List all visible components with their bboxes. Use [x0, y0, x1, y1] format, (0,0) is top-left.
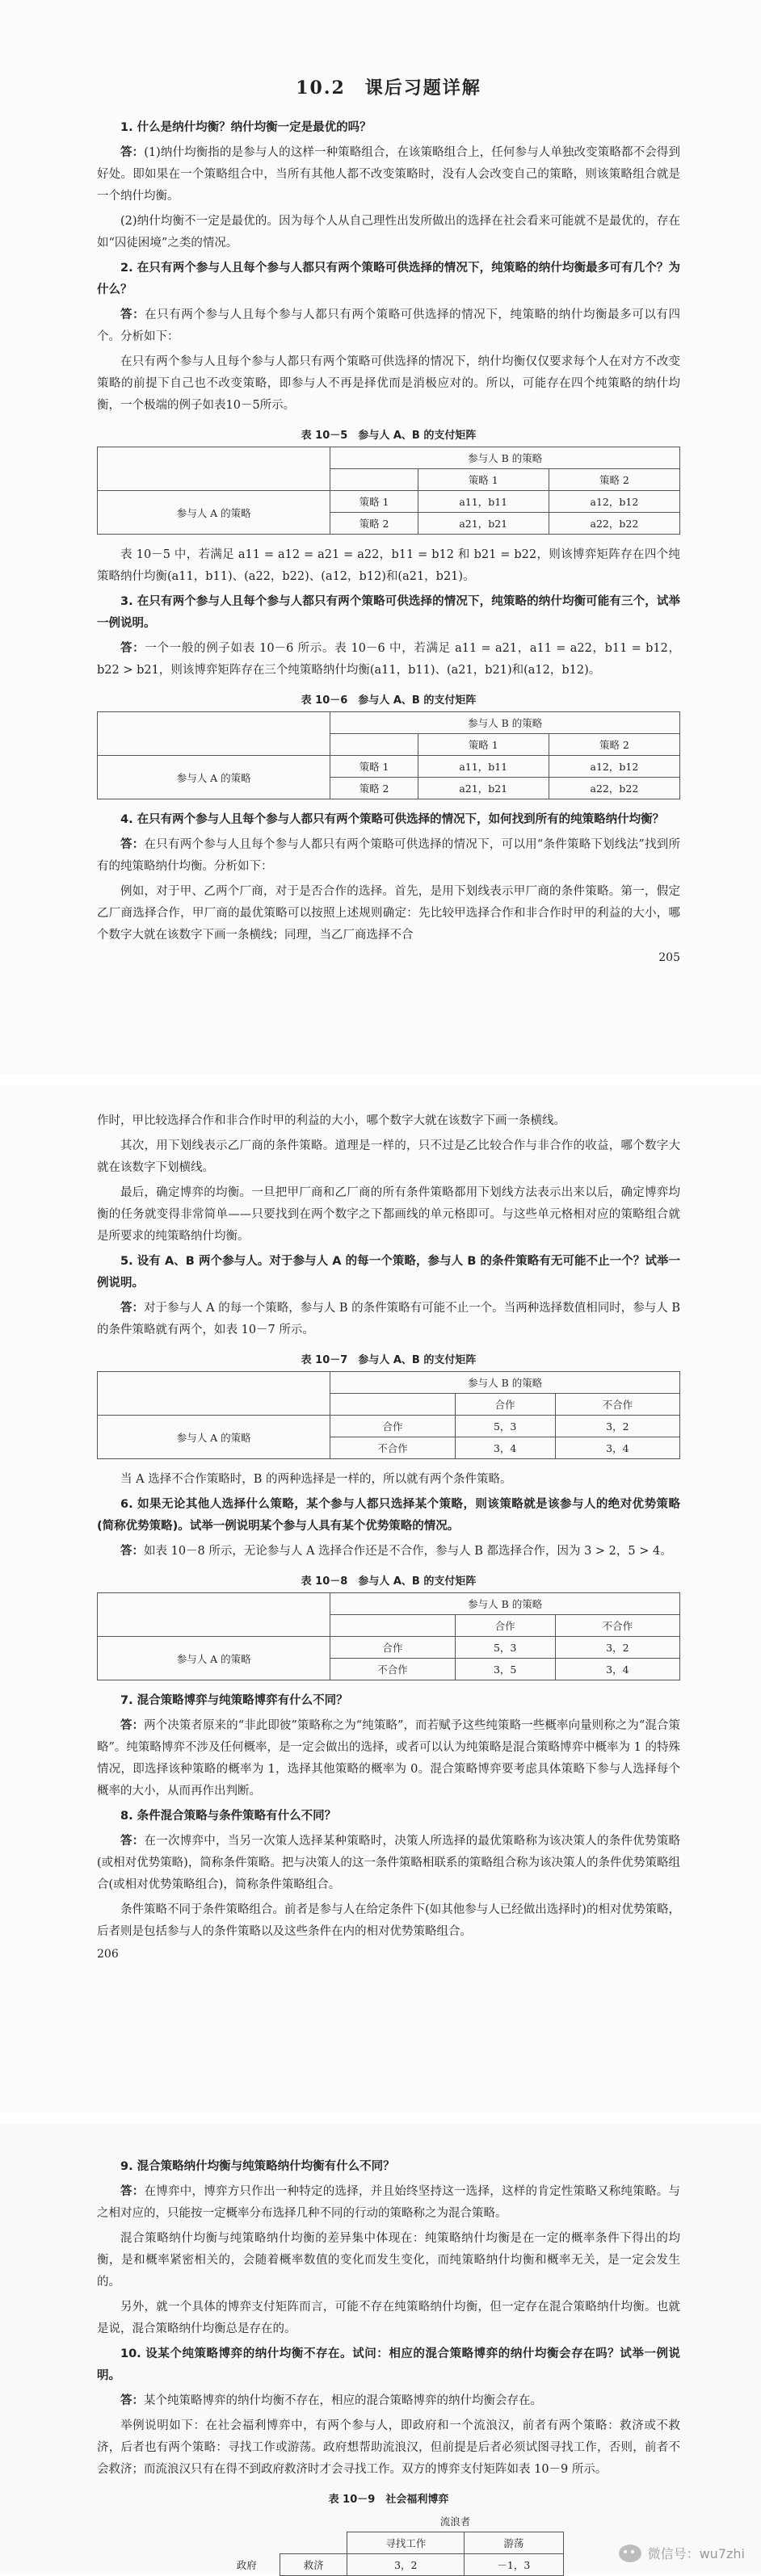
table-10-9-caption: 表 10－9 社会福利博弈: [328, 2494, 449, 2506]
table-header-b: 参与人 B 的策略: [330, 1372, 680, 1394]
payoff-cell: a21，b21: [418, 513, 549, 535]
answer-label: 答：: [120, 1835, 145, 1848]
col-header: 不合作: [555, 1615, 679, 1637]
col-header: 不合作: [555, 1394, 679, 1416]
row-header: 不合作: [330, 1437, 455, 1459]
question-4: 4. 在只有两个参与人且每个参与人都只有两个策略可供选择的情况下，如何找到所有的纯策略纳什均衡？: [120, 813, 665, 826]
answer-text: 一个一般的例子如表 10－6 所示。表 10－6 中，若满足 a11 = a21，a11 = a22，b11 = b12，b22 > b21，则该博弈矩阵存在三个纯策略纳什均衡(a11，b11)、(a21，b21)和(a12，b12)。: [97, 642, 680, 677]
continued-text-1: 作时，甲比较选择合作和非合作时甲的利益的大小，哪个数字大就在该数字下画一条横线。: [97, 1114, 565, 1127]
answer-9-part-3: 另外，就一个具体的博弈支付矩阵而言，可能不存在纯策略纳什均衡，但一定存在混合策略纳什均衡。也就是说，混合策略纳什均衡总是存在的。: [97, 2301, 680, 2335]
answer-text: 两个决策者原来的“非此即彼”策略称之为“纯策略”，而若赋予这些纯策略一些概率向量则称之为“混合策略”。纯策略博弈不涉及任何概率，是一定会做出的选择，或者可以认为纯策略是混合策略博弈中概率为 1 的特殊情况，即选择该种策略的概率为 1，选择其他策略的概率为 0。混合策略博弈要考虑具体策略下参与人选择每个概率的大小，从而再作出判断。: [97, 1719, 680, 1798]
answer-label: 答：: [120, 2394, 144, 2407]
row-header: 不合作: [330, 1659, 455, 1680]
row-label-a: 参与人 A 的策略: [98, 491, 330, 535]
row-label-government: 政府: [236, 2559, 257, 2571]
continued-text-2: 其次，用下划线表示乙厂商的条件策略。道理是一样的，只不过是乙比较合作与非合作的收益，哪个数字大就在该数字下划横线。: [97, 1139, 680, 1174]
payoff-cell: 3，4: [555, 1437, 679, 1459]
answer-text: 在一次博弈中，当另一次策人选择某种策略时，决策人所选择的最优策略称为该决策人的条件优势策略(或相对优势策略)，简称条件策略。把与决策人的这一条件策略相联系的策略组合称为该决策人的条件优势策略组合(或相对优势策略组合)，简称条件策略组合。: [97, 1835, 680, 1891]
payoff-table-10-7: [97, 1371, 680, 1459]
row-header: 合作: [330, 1637, 455, 1659]
question-9: 9. 混合策略纳什均衡与纯策略纳什均衡有什么不同？: [120, 2160, 395, 2173]
answer-9-part-2: 混合策略纳什均衡与纯策略纳什均衡的差异集中体现在：纯策略纳什均衡是在一定的概率条件下得出的均衡，是和概率紧密相关的，会随着概率数值的变化而发生变化，而纯策略纳什均衡和概率无关，是一定会发生的。: [97, 2232, 680, 2289]
table-header-b: 参与人 B 的策略: [330, 712, 680, 734]
row-strategy-spacer: [330, 469, 418, 491]
page-number: 206: [97, 1948, 119, 1961]
answer-text: 如表 10－8 所示，无论参与人 A 选择合作还是不合作，参与人 B 都选择合作，因为 3 > 2，5 > 4。: [144, 1545, 672, 1558]
payoff-cell: a21，b21: [418, 778, 549, 799]
col-header: 寻找工作: [347, 2532, 465, 2554]
question-10: 10. 设某个纯策略博弈的纳什均衡不存在。试问：相应的混合策略博弈的纳什均衡会存在吗？试举一例说明。: [97, 2347, 680, 2382]
col-header: 合作: [455, 1394, 555, 1416]
payoff-table-10-9: [213, 2511, 563, 2576]
payoff-cell: 3，4: [555, 1659, 679, 1680]
payoff-cell: 3，5: [455, 1659, 555, 1680]
row-header: 策略 1: [330, 756, 418, 778]
payoff-cell: a11，b11: [418, 491, 549, 513]
section-title: 10.2 课后习题详解: [296, 78, 481, 99]
col-header: 策略 1: [418, 469, 549, 491]
table-10-6-caption: 表 10－6 参与人 A、B 的支付矩阵: [301, 694, 477, 707]
answer-label: 答：: [120, 1302, 145, 1315]
page-divider: [0, 1074, 761, 1086]
page-206: [0, 1086, 761, 2112]
question-3: 3. 在只有两个参与人且每个参与人都只有两个策略可供选择的情况下，纯策略的纳什均衡可能有三个，试举一例说明。: [97, 595, 680, 630]
row-header: 合作: [330, 1416, 455, 1437]
empty-corner-cell: [98, 447, 330, 491]
answer-text: 在只有两个参与人且每个参与人都只有两个策略可供选择的情况下，纯策略的纳什均衡最多可以有四个。分析如下：: [97, 308, 680, 343]
answer-10-part-1: [97, 2390, 680, 2412]
answer-2-part-1: [97, 304, 680, 348]
row-header: 策略 2: [330, 513, 418, 535]
row-label-a: 参与人 A 的策略: [98, 1416, 330, 1459]
wechat-watermark: [619, 2544, 745, 2562]
answer-text: (1)纳什均衡指的是参与人的这样一种策略组合，在该策略组合上，任何参与人单独改变策略都不会得到好处。即如果在一个策略组合中，当所有其他人都不改变策略时，没有人会改变自己的策略，则该策略组合就是一个纳什均衡。: [97, 146, 681, 203]
payoff-table-10-5: [97, 447, 680, 535]
row-header: 策略 2: [330, 778, 418, 799]
page-divider: [0, 2112, 761, 2124]
answer-text: 在博弈中，博弈方只作出一种特定的选择，并且始终坚持这一选择，这样的肯定性策略又称纯策略。与之相对应的，只能按一定概率分布选择几种不同的行动的策略称之为混合策略。: [97, 2185, 680, 2220]
question-5: 5. 设有 A、B 两个参与人。对于参与人 A 的每一个策略，参与人 B 的条件策略有无可能不止一个？试举一例说明。: [97, 1255, 680, 1290]
page-205: [0, 0, 761, 1074]
empty-corner-cell: [98, 1593, 330, 1637]
payoff-cell: 3，4: [455, 1437, 555, 1459]
answer-label: 答：: [120, 1719, 145, 1732]
table-10-5-caption: 表 10－5 参与人 A、B 的支付矩阵: [301, 430, 477, 442]
answer-label: 答：: [120, 838, 145, 851]
col-header: 游荡: [465, 2532, 563, 2554]
answer-1-part-2: (2)纳什均衡不一定是最优的。因为每个人从自己理性出发所做出的选择在社会看来可能就不是最优的，存在如“囚徒困境”之类的情况。: [97, 215, 680, 250]
answer-9-part-1: [97, 2181, 680, 2225]
answer-4-part-2: 例如，对于甲、乙两个厂商，对于是否合作的选择。首先，是用下划线表示甲厂商的条件策略。第一，假定乙厂商选择合作，甲厂商的最优策略可以按照上述规则确定：先比较甲选择合作和非合作时甲的利益的大小，哪个数字大就在该数字下画一条横线；同理，当乙厂商选择不合: [97, 885, 680, 942]
answer-label: 答：: [120, 308, 145, 321]
table-10-7-caption: 表 10－7 参与人 A、B 的支付矩阵: [301, 1354, 477, 1366]
payoff-cell: －1，3: [465, 2554, 563, 2576]
page-207-partial: [0, 2124, 761, 2574]
table-header-vagrant: 流浪者: [347, 2511, 563, 2532]
payoff-table-10-8: [97, 1592, 680, 1680]
question-2: 2. 在只有两个参与人且每个参与人都只有两个策略可供选择的情况下，纯策略的纳什均衡最多可有几个？为什么？: [97, 262, 680, 296]
answer-text: 对于参与人 A 的每一个策略，参与人 B 的条件策略有可能不止一个。当两种选择数值相同时，参与人 B 的条件策略就有两个，如表 10－7 所示。: [97, 1302, 681, 1336]
continued-text-3: 最后，确定博弈的均衡。一旦把甲厂商和乙厂商的所有条件策略都用下划线方法表示出来以后，确定博弈均衡的任务就变得非常简单——只要找到在两个数字之下都画线的单元格即可。与这些单元格相对应的策略组合就是所要求的纯策略纳什均衡。: [97, 1186, 680, 1243]
payoff-cell: 3，2: [347, 2554, 465, 2576]
payoff-cell: 5，3: [455, 1416, 555, 1437]
answer-1-part-1: [97, 142, 680, 208]
empty-corner-cell: [98, 1372, 330, 1416]
row-strategy-spacer: [330, 1615, 455, 1637]
table-header-b: 参与人 B 的策略: [330, 1593, 680, 1615]
table-10-7-note: 当 A 选择不合作策略时，B 的两种选择是一样的，所以就有两个条件策略。: [120, 1473, 512, 1486]
empty-corner-cell: [98, 712, 330, 756]
answer-8-part-1: [97, 1831, 680, 1896]
page-number: 205: [658, 951, 680, 964]
payoff-cell: a12，b12: [549, 491, 679, 513]
payoff-cell: a22，b22: [549, 513, 679, 535]
answer-10-part-2: 举例说明如下：在社会福利博弈中，有两个参与人，即政府和一个流浪汉，前者有两个策略：救济或不救济，后者也有两个策略：寻找工作或游荡。政府想帮助流浪汉，但前提是后者必须试图寻找工作，否则，前者不会救济；而流浪汉只有在得不到政府救济时才会寻找工作。双方的博弈支付矩阵如表 10－9 所示。: [97, 2419, 680, 2476]
payoff-table-10-6: [97, 711, 680, 799]
answer-text: 在只有两个参与人且每个参与人都只有两个策略可供选择的情况下，可以用“条件策略下划线法”找到所有的纯策略纳什均衡。分析如下：: [97, 838, 681, 873]
col-header: 策略 2: [549, 734, 679, 756]
answer-2-part-2: 在只有两个参与人且每个参与人都只有两个策略可供选择的情况下，纳什均衡仅仅要求每个人在对方不改变策略的前提下自己也不改变策略，即参与人不再是择优而是消极应对的。所以，可能存在四个纯策略的纳什均衡，一个极端的例子如表10－5所示。: [97, 355, 680, 412]
col-header: 合作: [455, 1615, 555, 1637]
answer-label: 答：: [120, 2185, 145, 2198]
row-strategy-spacer: [330, 1394, 455, 1416]
payoff-cell: a22，b22: [549, 778, 679, 799]
row-header: 救济: [280, 2554, 347, 2576]
payoff-cell: 5，3: [455, 1637, 555, 1659]
payoff-cell: a11，b11: [418, 756, 549, 778]
question-1: 1. 什么是纳什均衡？纳什均衡一定是最优的吗？: [120, 121, 372, 134]
wechat-icon: [619, 2545, 641, 2562]
payoff-cell: a12，b12: [549, 756, 679, 778]
answer-8-part-2: 条件策略不同于条件策略组合。前者是参与人在给定条件下(如其他参与人已经做出选择时)的相对优势策略，后者则是包括参与人的条件策略以及这些条件在内的相对优势策略组合。: [97, 1903, 680, 1938]
row-strategy-spacer: [330, 734, 418, 756]
question-6: 6. 如果无论其他人选择什么策略，某个参与人都只选择某个策略，则该策略就是该参与人的绝对优势策略(简称优势策略)。试举一例说明某个参与人具有某个优势策略的情况。: [97, 1498, 680, 1533]
payoff-cell: 3，2: [555, 1416, 679, 1437]
answer-5: [97, 1298, 680, 1341]
answer-6: [97, 1541, 680, 1563]
question-8: 8. 条件混合策略与条件策略有什么不同？: [120, 1810, 337, 1823]
answer-label: 答：: [120, 1545, 144, 1558]
table-header-b: 参与人 B 的策略: [330, 447, 680, 469]
col-header: 策略 1: [418, 734, 549, 756]
col-header: 策略 2: [549, 469, 679, 491]
answer-text: 某个纯策略博弈的纳什均衡不存在，相应的混合策略博弈的纳什均衡会存在。: [144, 2394, 542, 2407]
answer-label: 答：: [120, 146, 145, 159]
empty-corner-cell: [213, 2511, 347, 2554]
payoff-cell: 3，2: [555, 1637, 679, 1659]
answer-3: [97, 638, 680, 682]
row-label-a: 参与人 A 的策略: [98, 756, 330, 799]
watermark-text: 微信号：wu7zhi: [647, 2546, 745, 2561]
answer-4-part-1: [97, 834, 680, 878]
answer-7: [97, 1715, 680, 1802]
table-10-5-note: 表 10－5 中，若满足 a11 = a12 = a21 = a22，b11 = b12 和 b21 = b22，则该博弈矩阵存在四个纯策略纳什均衡(a11，b11)、(a22，b22)、(a12，b12)和(a21，b21)。: [97, 548, 680, 583]
question-7: 7. 混合策略博弈与纯策略博弈有什么不同？: [120, 1694, 348, 1707]
row-label-a: 参与人 A 的策略: [98, 1637, 330, 1680]
answer-label: 答：: [120, 642, 145, 655]
row-header: 策略 1: [330, 491, 418, 513]
table-10-8-caption: 表 10－8 参与人 A、B 的支付矩阵: [301, 1575, 477, 1588]
